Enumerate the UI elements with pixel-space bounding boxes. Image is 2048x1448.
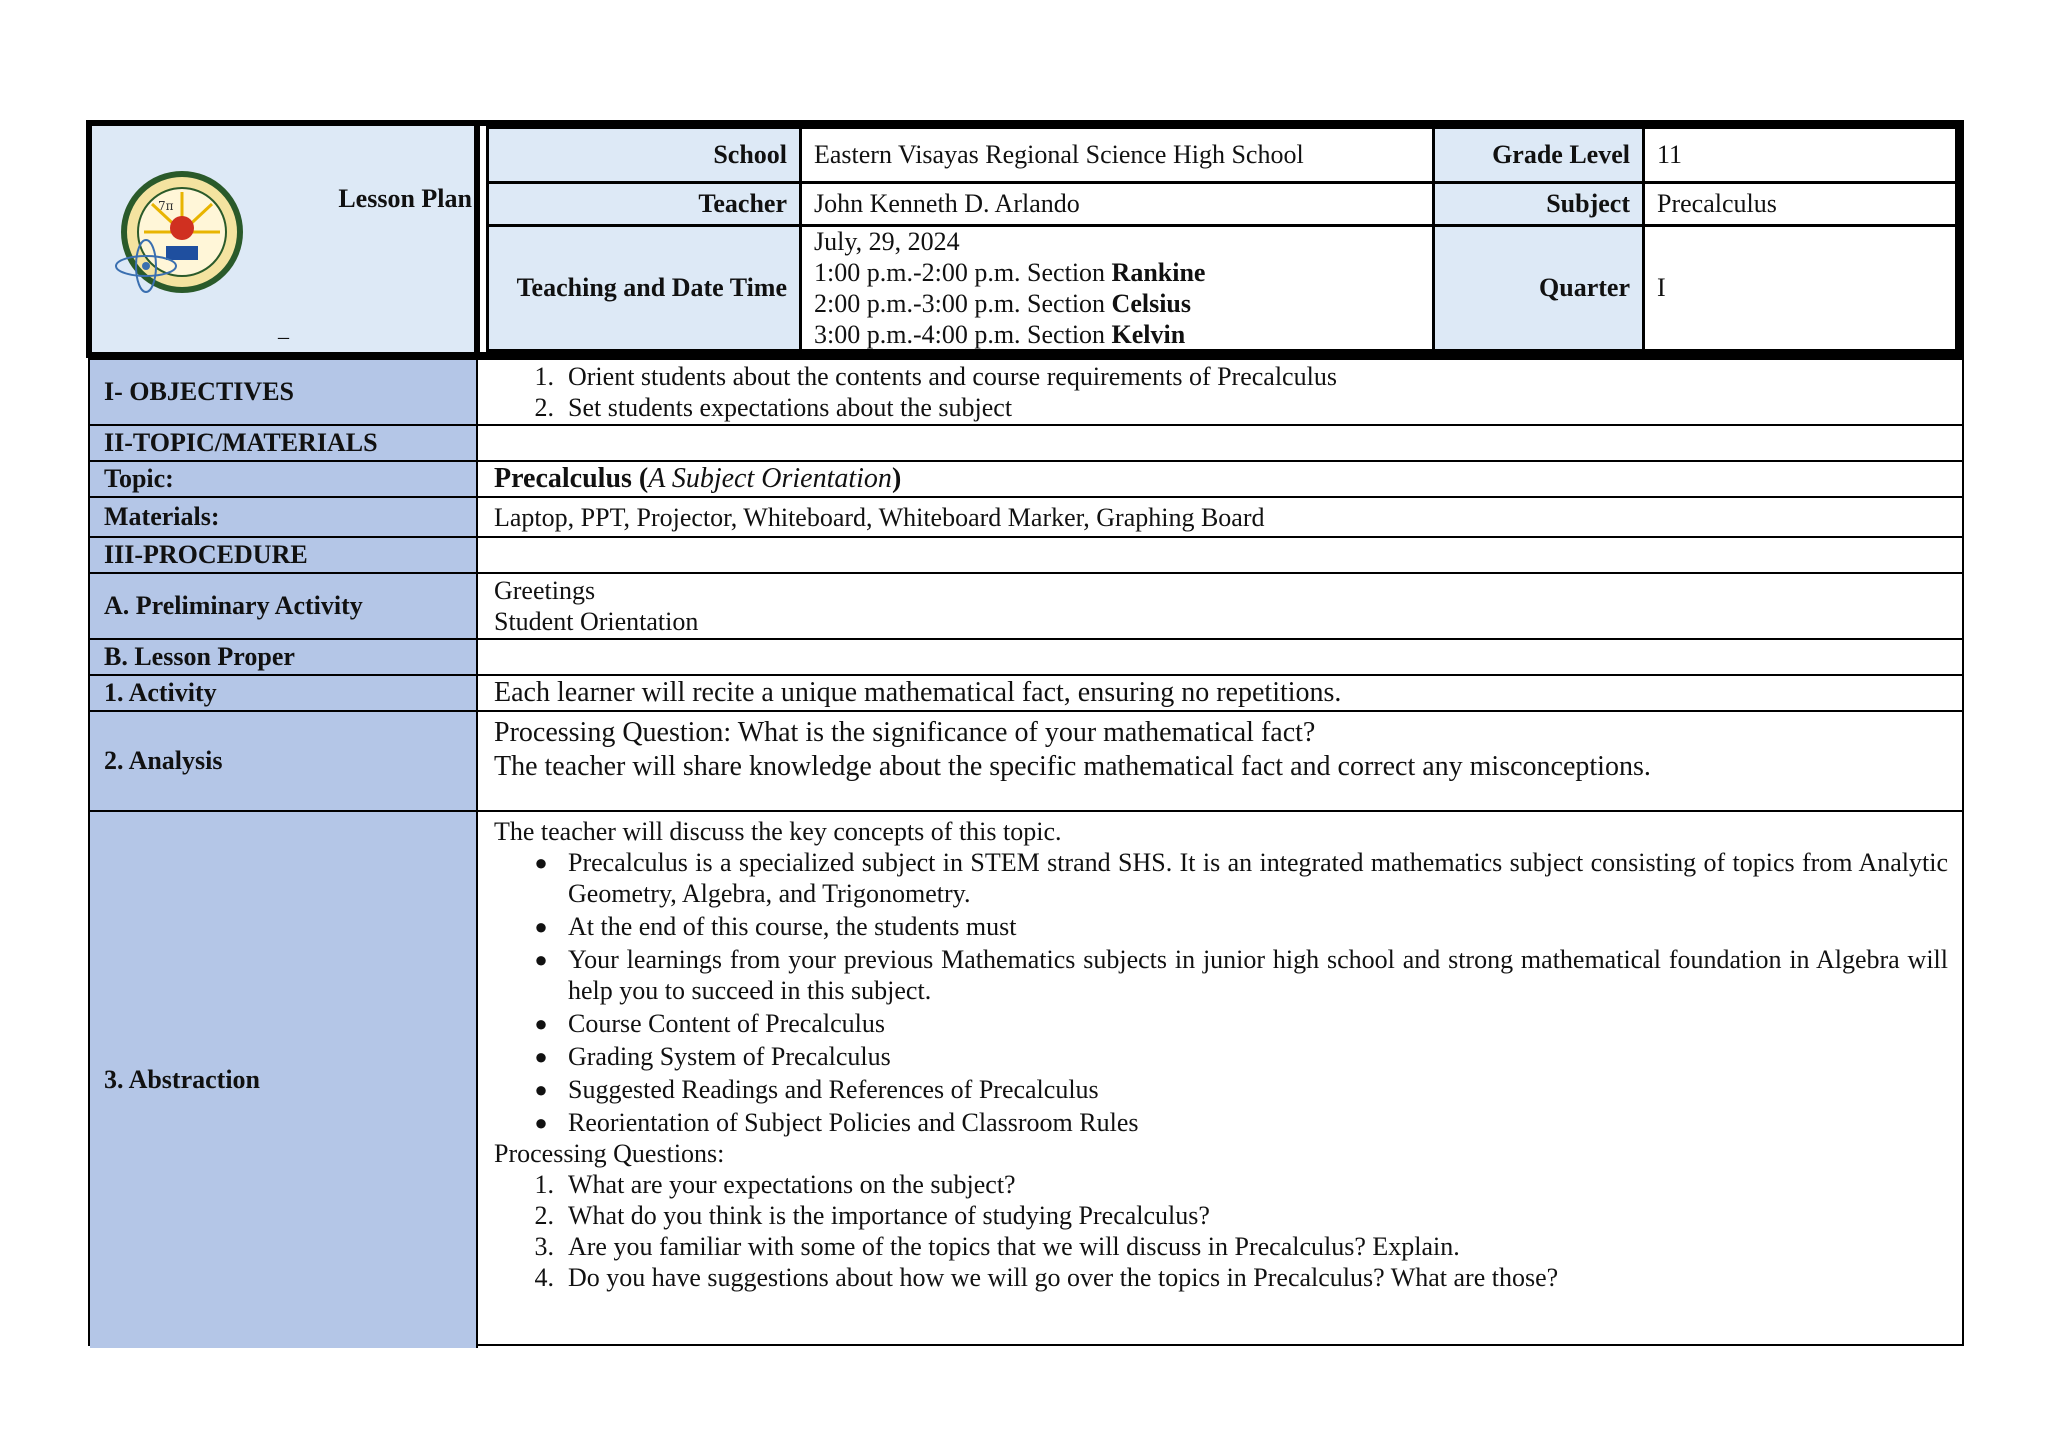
activity-label: 1. Activity: [90, 676, 478, 710]
subject-value: Precalculus: [1642, 181, 1958, 227]
session-1: [814, 257, 1205, 288]
topic-content: [480, 462, 1962, 496]
bullet-item: ● Suggested Readings and References of Precalculus: [534, 1075, 1099, 1104]
bullet-item: ● Grading System of Precalculus: [534, 1042, 891, 1071]
topic-row: [90, 462, 1962, 498]
bullet-item: ● Precalculus is a specialized subject in STEM strand SHS. It is an integrated mathematics subject consisting of topics from Analytic Geometry, Algebra, and Trigonometry.: [534, 848, 1948, 908]
date-value: July, 29, 2024: [814, 227, 960, 256]
quarter-label: Quarter: [1432, 224, 1645, 352]
lesson-proper-row: [90, 640, 1962, 676]
analysis-row: [90, 712, 1962, 812]
analysis-label: 2. Analysis: [90, 712, 478, 810]
preliminary-line: Greetings: [494, 576, 596, 605]
abstraction-content: [480, 812, 1962, 1348]
objectives-content: [480, 360, 1962, 424]
analysis-content: [480, 712, 1962, 810]
bullet-item: ● Your learnings from your previous Mathematics subjects in junior high school and strong mathematical foundation in Algebra will help you to succeed in this subject.: [534, 945, 1948, 1005]
datetime-value: [799, 224, 1439, 352]
topic-materials-content: [480, 426, 1962, 460]
topic-label: Topic:: [90, 462, 478, 496]
session-section: Celsius: [1111, 289, 1192, 318]
quarter-value: I: [1642, 224, 1958, 352]
lesson-proper-content: [480, 640, 1962, 674]
objectives-label: I- OBJECTIVES: [90, 360, 478, 424]
grade-value: 11: [1642, 126, 1958, 184]
question-item: 4. Do you have suggestions about how we will go over the topics in Precalculus? What are those?: [534, 1263, 1559, 1292]
grade-label: Grade Level: [1432, 126, 1645, 184]
procedure-row: [90, 538, 1962, 574]
activity-text: Each learner will recite a unique mathematical fact, ensuring no repetitions.: [494, 677, 1342, 708]
lesson-proper-label: B. Lesson Proper: [90, 640, 478, 674]
svg-text:7π: 7π: [158, 199, 174, 213]
preliminary-content: [480, 574, 1962, 638]
materials-label: Materials:: [90, 498, 478, 536]
school-value: Eastern Visayas Regional Science High School: [799, 126, 1439, 184]
school-seal-icon: [106, 166, 272, 306]
activity-row: [90, 676, 1962, 712]
topic-sub: A Subject Orientation: [648, 463, 892, 494]
materials-value: [480, 498, 1962, 536]
session-3: [814, 319, 1185, 350]
topic-paren-close: ): [891, 463, 902, 494]
bullet-item: ● Course Content of Precalculus: [534, 1009, 885, 1038]
processing-questions-label: Processing Questions:: [494, 1139, 725, 1168]
teacher-value: John Kenneth D. Arlando: [799, 181, 1439, 227]
school-label: School: [486, 126, 802, 184]
abstraction-label: 3. Abstraction: [90, 812, 478, 1348]
logo-dash: _: [278, 316, 289, 341]
activity-content: [480, 676, 1962, 710]
procedure-label: III-PROCEDURE: [90, 538, 478, 572]
preliminary-line: Student Orientation: [494, 607, 699, 636]
lesson-plan-header: [86, 120, 1964, 358]
question-item: 3. Are you familiar with some of the topics that we will discuss in Precalculus? Explain.: [534, 1232, 1460, 1261]
analysis-line: The teacher will share knowledge about the specific mathematical fact and correct any misconceptions.: [494, 751, 1651, 782]
bullet-item: ● At the end of this course, the students must: [534, 912, 1017, 941]
materials-text: Laptop, PPT, Projector, Whiteboard, Whiteboard Marker, Graphing Board: [494, 502, 1265, 532]
datetime-label: Teaching and Date Time: [486, 224, 802, 352]
session-section: Rankine: [1111, 258, 1206, 287]
session-time: 3:00 p.m.-4:00 p.m. Section: [814, 320, 1112, 349]
objectives-row: [90, 360, 1962, 426]
materials-row: [90, 498, 1962, 538]
procedure-content: [480, 538, 1962, 572]
question-item: 2. What do you think is the importance of studying Precalculus?: [534, 1201, 1210, 1230]
analysis-line: Processing Question: What is the significance of your mathematical fact?: [494, 717, 1316, 748]
session-2: [814, 288, 1191, 319]
abstraction-row: [90, 812, 1962, 1348]
doc-title: Lesson Plan: [338, 184, 472, 213]
list-item: 2. Set students expectations about the subject: [534, 393, 1013, 422]
lesson-body-table: [88, 358, 1964, 1346]
session-time: 1:00 p.m.-2:00 p.m. Section: [814, 258, 1112, 287]
topic-main: Precalculus: [494, 463, 632, 494]
topic-materials-label: II-TOPIC/MATERIALS: [90, 426, 478, 460]
teacher-label: Teacher: [486, 181, 802, 227]
preliminary-row: [90, 574, 1962, 640]
list-item: 1. Orient students about the contents and course requirements of Precalculus: [534, 362, 1337, 391]
session-section: Kelvin: [1111, 320, 1186, 349]
subject-label: Subject: [1432, 181, 1645, 227]
question-item: 1. What are your expectations on the subject?: [534, 1170, 1016, 1199]
logo-title-cell: [92, 126, 480, 352]
topic-materials-row: [90, 426, 1962, 462]
bullet-item: ● Reorientation of Subject Policies and Classroom Rules: [534, 1108, 1139, 1137]
topic-paren-open: (: [631, 463, 649, 494]
preliminary-label: A. Preliminary Activity: [90, 574, 478, 638]
session-time: 2:00 p.m.-3:00 p.m. Section: [814, 289, 1112, 318]
abstraction-intro: The teacher will discuss the key concepts of this topic.: [494, 817, 1062, 846]
